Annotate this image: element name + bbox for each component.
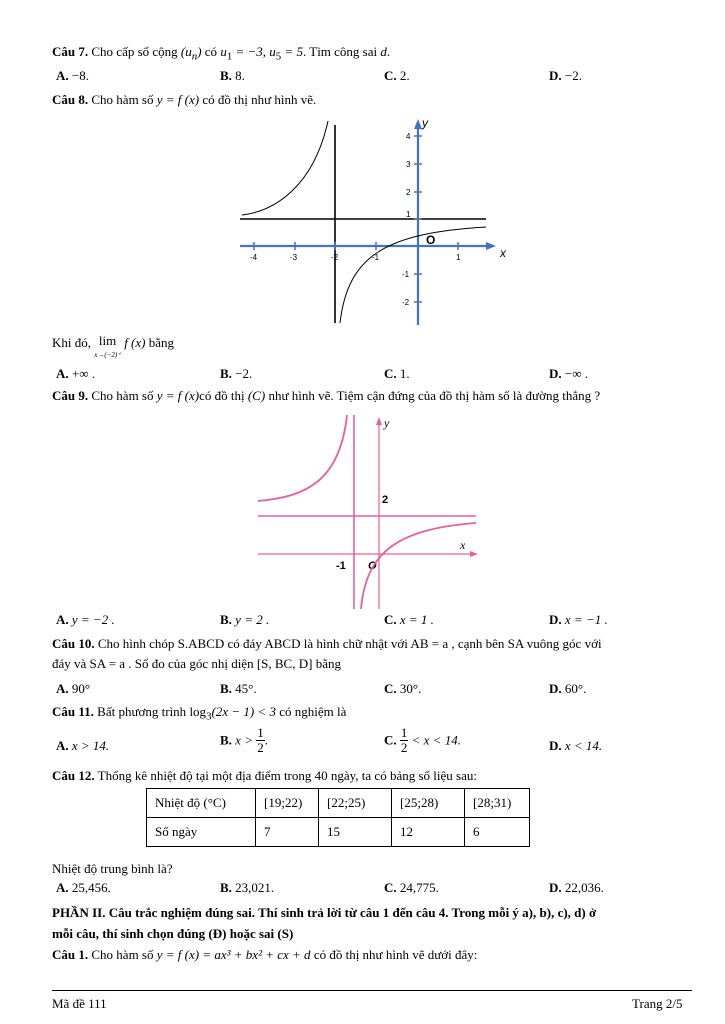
table-cell: [19;22) [256,789,319,818]
q7-option-c[interactable]: C. 2. [384,68,410,83]
q8-x-arrow [486,242,496,250]
q8-x-tick: -3 [290,253,298,262]
table-cell: [28;31) [465,789,530,818]
footer-exam-code: Mã đề 111 [52,996,107,1011]
q8-line: Câu 8. Cho hàm số y = f (x) có đồ thị như hình vẽ. [52,92,317,107]
q11-option-d[interactable]: D. x < 14. [549,738,603,753]
q8-limit: lim x→(−2)⁺ [94,333,121,359]
q10-option-c[interactable]: C. 30°. [384,681,422,696]
table-row [147,789,530,818]
q7-option-d[interactable]: D. −2. [549,68,582,83]
q8-option-d[interactable]: D. −∞ . [549,366,588,381]
q8-y-tick: 2 [406,188,411,197]
q8-y-tick: -1 [402,270,410,279]
q8-x-tick: -1 [372,253,380,262]
q8-x-label: x [500,246,506,260]
q9-label-minus1: -1 [336,560,346,572]
q8-y-tick: 1 [406,210,411,219]
q9-x-arrow [470,551,478,557]
q9-option-d[interactable]: D. x = −1 . [549,612,608,627]
q9-graph [256,413,478,611]
table-cell: 15 [319,818,392,847]
q12-option-c[interactable]: C. 24,775. [384,880,439,895]
footer-page-number: Trang 2/5 [632,996,683,1011]
q10-line1: Câu 10. Cho hình chóp S.ABCD có đáy ABCD là hình chữ nhật với AB = a , cạnh bên SA vuông góc với [52,636,602,651]
fraction: $\frac{1}{2}$ [257,725,264,755]
q9-line: Câu 9. Cho hàm số y = f (x)có đồ thị (C) như hình vẽ. Tiệm cận đứng của đồ thị hàm số là đường thẳng ? [52,388,601,403]
q8-limit-line: Khi đó, lim x→(−2)⁺ f (x) bằng [52,333,175,359]
q11-line: Câu 11. Bất phương trình $\log_3(2x - 1) < 3$ có nghiệm là [52,704,347,723]
q9-option-c[interactable]: C. x = 1 . [384,612,434,627]
q8-x-tick: 1 [456,253,461,262]
q8-number: Câu 8. [52,92,89,107]
q9-curve-right [361,523,476,609]
p2q1-line: Câu 1. Cho hàm số y = f (x) = ax³ + bx² + cx + d có đồ thị như hình vẽ dưới đây: [52,947,478,962]
q10-number: Câu 10. [52,636,95,651]
q9-curve-left [258,415,347,501]
q11-number: Câu 11. [52,704,94,719]
q7-text: Cho cấp số cộng [91,44,178,59]
q12-question: Nhiệt độ trung bình là? [52,861,173,876]
table-row [147,818,530,847]
q9-option-a[interactable]: A. y = −2 . [56,612,115,627]
part2-heading-line1: PHẦN II. Câu trắc nghiệm đúng sai. Thí sinh trả lời từ câu 1 đến câu 4. Trong mỗi ý a), b), c), d) ở [52,905,597,920]
q7-option-b[interactable]: B. 8. [220,68,245,83]
q8-y-arrow [414,119,422,129]
fraction: $\frac{1}{2}$ [400,725,408,755]
q9-option-b[interactable]: B. y = 2 . [220,612,270,627]
q8-y-label: y [422,116,428,130]
q11-option-c[interactable]: C. $\frac{1}{2}$ < x < 14. [384,725,461,755]
q11-option-a[interactable]: A. x > 14. [56,738,110,753]
table-cell: 12 [392,818,465,847]
q12-line: Câu 12. Thống kê nhiệt độ tại một địa điểm trong 40 ngày, ta có bảng số liệu sau: [52,768,477,783]
temperature-table [146,788,530,847]
q8-option-b[interactable]: B. −2. [220,366,253,381]
p2q1-number: Câu 1. [52,947,89,962]
q12-option-d[interactable]: D. 22,036. [549,880,604,895]
q8-x-tick: -2 [331,253,339,262]
q8-origin-label: O [426,233,436,247]
q8-option-a[interactable]: A. +∞ . [56,366,95,381]
q9-number: Câu 9. [52,388,89,403]
q12-number: Câu 12. [52,768,95,783]
part2-heading-line2: mỗi câu, thí sinh chọn đúng (Đ) hoặc sai (S) [52,926,294,941]
q10-option-a[interactable]: A. 90° [56,681,91,696]
q8-y-tick: 4 [406,132,411,141]
q7-line: Câu 7. Cho cấp số cộng $(u_n)$ có $u_1 = -3$, $u_5 = 5$. Tìm công sai d. [52,44,391,63]
q9-x-label: x [460,538,466,552]
q8-option-c[interactable]: C. 1. [384,366,410,381]
q8-graph [236,115,516,327]
q10-line2: đáy và SA = a . Số đo của góc nhị diện [S, BC, D] bằng [52,656,341,671]
q12-option-a[interactable]: A. 25,456. [56,880,111,895]
table-cell: [22;25) [319,789,392,818]
footer-divider [52,990,692,991]
q9-origin-label: O [368,560,377,572]
q8-y-tick: -2 [402,298,410,307]
table-cell: 6 [465,818,530,847]
q9-y-arrow [376,417,382,425]
table-cell: 7 [256,818,319,847]
table-cell: Số ngày [147,818,256,847]
q10-option-d[interactable]: D. 60°. [549,681,587,696]
q8-x-tick: -4 [250,253,258,262]
q9-y-label: y [384,416,390,430]
q8-curve-right [340,227,486,323]
q7-number: Câu 7. [52,44,89,59]
q8-curve-left [242,121,328,215]
q7-option-a[interactable]: A. −8. [56,68,89,83]
table-cell: [25;28) [392,789,465,818]
table-cell: Nhiệt độ (°C) [147,789,256,818]
q12-option-b[interactable]: B. 23,021. [220,880,275,895]
q8-y-tick: 3 [406,160,411,169]
q11-option-b[interactable]: B. x > $\frac{1}{2}$ . [220,725,268,755]
q10-option-b[interactable]: B. 45°. [220,681,257,696]
q9-label-2: 2 [382,494,389,506]
